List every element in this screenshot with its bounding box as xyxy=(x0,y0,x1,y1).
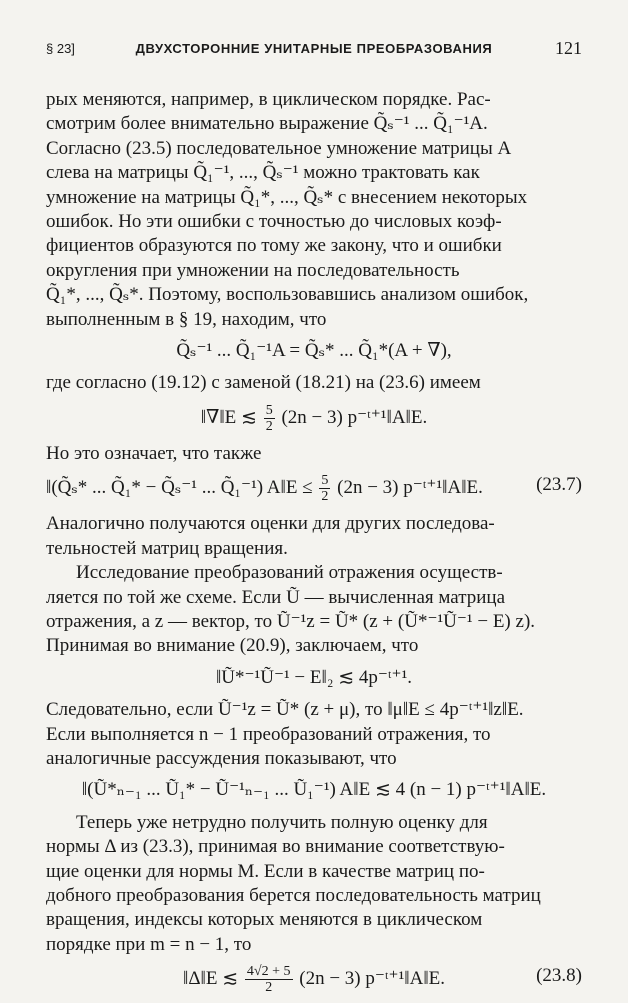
text-line: слева на матрицы Q̃₁⁻¹, ..., Q̃ₛ⁻¹ можно трактовать как xyxy=(46,162,480,184)
formula-5: ‖(Ũ*ₙ₋₁ ... Ũ₁* − Ũ⁻¹ₙ₋₁ ... Ũ₁⁻¹) A‖E ≲ 4 (n − 1) p⁻ᵗ⁺¹‖A‖E. xyxy=(81,779,547,801)
text-line: рых меняются, например, в циклическом порядке. Рас- xyxy=(46,89,491,110)
formula-3-left: ‖(Q̃ₛ* ... Q̃₁* − Q̃ₛ⁻¹ ... Q̃₁⁻¹) A‖E ≤ xyxy=(46,477,313,499)
formula-3 xyxy=(46,473,582,504)
fraction-numerator: 4√2 + 5 xyxy=(246,964,291,980)
chapter-title: ДВУХСТОРОННИЕ УНИТАРНЫЕ ПРЕОБРАЗОВАНИЯ xyxy=(135,41,493,56)
fraction-numerator: 5 xyxy=(265,402,273,418)
text-line: Исследование преобразований отражения осуществ- xyxy=(76,562,503,584)
text-line: нормы Δ из (23.3), принимая во внимание соответствую- xyxy=(46,836,505,858)
equation-number: (23.8) xyxy=(536,965,582,987)
text-line: смотрим более внимательно выражение Q̃ₛ⁻¹ ... Q̃₁⁻¹A. xyxy=(46,113,488,135)
fraction xyxy=(319,473,330,504)
text-line: аналогичные рассуждения показывают, что xyxy=(46,747,397,769)
text-line: добного преобразования берется последовательность матриц xyxy=(46,884,541,906)
paragraph-7 xyxy=(46,811,582,957)
formula-2 xyxy=(46,403,582,434)
fraction-numerator: 5 xyxy=(321,473,329,489)
text-line: вращения, индексы которых меняются в циклическом xyxy=(46,909,483,931)
formula-4: ‖Ũ*⁻¹Ũ⁻¹ − E‖₂ ≲ 4p⁻ᵗ⁺¹. xyxy=(215,666,413,688)
formula-2-right: (2n − 3) p⁻ᵗ⁺¹‖A‖E. xyxy=(281,406,428,428)
formula-2-left: ‖∇‖E ≲ xyxy=(200,406,257,428)
paragraph-4 xyxy=(46,512,582,561)
page-number: 121 xyxy=(555,38,582,58)
page-body xyxy=(46,88,582,1003)
formula-6-right: (2n − 3) p⁻ᵗ⁺¹‖A‖E. xyxy=(299,968,446,990)
section-ref: § 23] xyxy=(46,41,75,56)
text-line: тельностей матриц вращения. xyxy=(46,537,288,559)
formula-1: Q̃ₛ⁻¹ ... Q̃₁⁻¹A = Q̃ₛ* ... Q̃₁*(A + ∇), xyxy=(176,340,452,362)
text-line: ошибок. Но эти ошибки с точностью до числовых коэф- xyxy=(46,211,502,233)
fraction xyxy=(264,403,275,434)
text-line: Принимая во внимание (20.9), заключаем, что xyxy=(46,635,419,657)
formula-3-right: (2n − 3) p⁻ᵗ⁺¹‖A‖E. xyxy=(337,477,483,499)
text-line: фициентов образуются по тому же закону, что и ошибки xyxy=(46,235,502,257)
text-line: Следовательно, если Ũ⁻¹z = Ũ* (z + μ), то ‖μ‖E ≤ 4p⁻ᵗ⁺¹‖z‖E. xyxy=(46,699,524,721)
paragraph-5 xyxy=(46,561,582,659)
fraction-denominator: 2 xyxy=(265,980,273,996)
paragraph-6 xyxy=(46,698,582,771)
text-line: ляется по той же схеме. Если Ũ — вычисленная матрица xyxy=(46,586,506,608)
running-header xyxy=(46,38,582,62)
text-line: щие оценки для нормы M. Если в качестве матриц по- xyxy=(46,860,485,882)
text-line: порядке при m = n − 1, то xyxy=(46,933,252,955)
text-line: Аналогично получаются оценки для других последова- xyxy=(46,513,495,535)
text-line: умножение на матрицы Q̃₁*, ..., Q̃ₛ* с внесением некоторых xyxy=(46,186,528,208)
formula-6 xyxy=(46,964,582,995)
text-line: выполненным в § 19, находим, что xyxy=(46,308,327,330)
text-line: округления при умножении на последовательность xyxy=(46,259,460,281)
text-line: отражения, а z — вектор, то Ũ⁻¹z = Ũ* (z + (Ũ*⁻¹Ũ⁻¹ − E) z). xyxy=(46,610,536,632)
equation-number: (23.7) xyxy=(536,474,582,496)
text-line: Теперь уже нетрудно получить полную оценку для xyxy=(76,811,488,833)
text-line: Q̃₁*, ..., Q̃ₛ*. Поэтому, воспользовавшись анализом ошибок, xyxy=(46,284,529,306)
fraction-denominator: 2 xyxy=(321,489,329,505)
fraction xyxy=(245,964,293,995)
text-line: Согласно (23.5) последовательное умножение матрицы A xyxy=(46,137,512,159)
paragraph-1 xyxy=(46,88,582,332)
paragraph-3: Но это означает, что также xyxy=(46,442,262,464)
formula-6-left: ‖Δ‖E ≲ xyxy=(182,968,239,990)
fraction-denominator: 2 xyxy=(265,418,273,434)
text-line: Если выполняется n − 1 преобразований отражения, то xyxy=(46,723,491,745)
paragraph-2: где согласно (19.12) с заменой (18.21) на (23.6) имеем xyxy=(46,372,481,394)
